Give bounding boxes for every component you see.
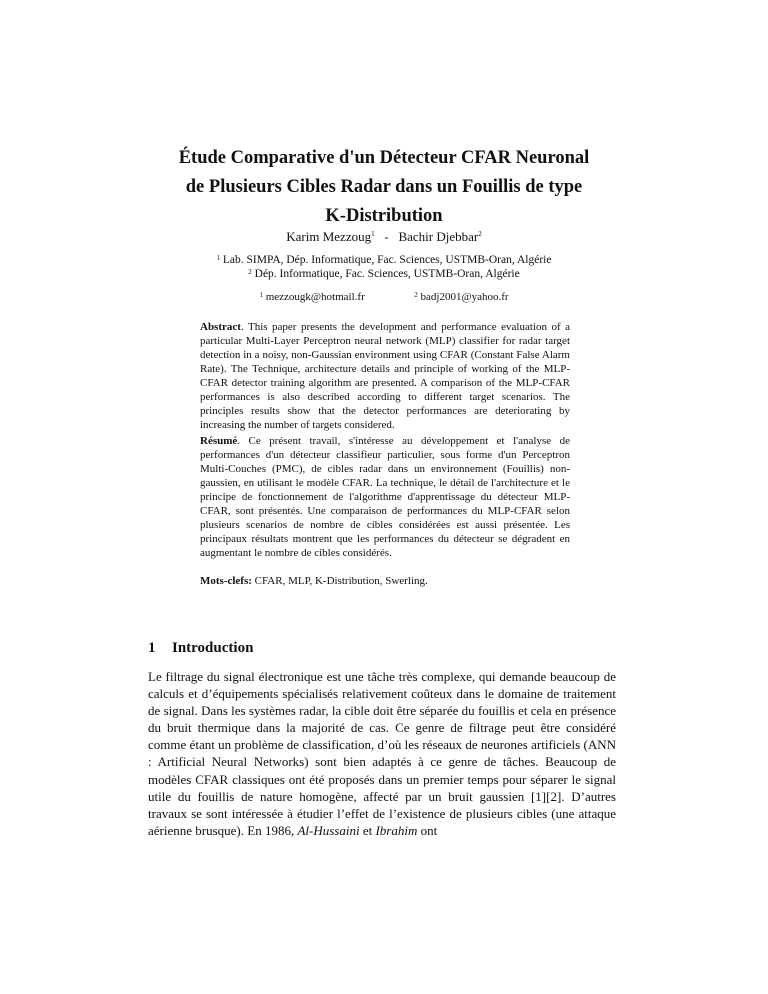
affiliation-1-mark: 1 [216, 254, 221, 262]
section-number: 1 [148, 640, 156, 656]
intro-conjunction: et [359, 822, 376, 838]
intro-text-before: Le filtrage du signal électronique est une tâche très complexe, qui demande beaucoup de calculs et d’équipements spécialisés relativement coûteux dans le domaine de traitement de signal. Dans les systèmes radar, la cible doit être séparée du fouillis et cela en présence du bruit thermique dans la majorité de cas. Ce genre de filtrage peut être considéré comme étant un problème de classification, d’où les réseaux de neurones artificiels (ANN : Artificial Neural Networks) sont bien adaptés à ce genre de tâches. Beaucoup de modèles CFAR classiques ont été proposés dans un premier temps pour séparer le signal utile du fouillis de nature homogène, affecté par un bruit gaussien [1][2]. D’autres travaux se sont intéressée à étudier l’effet de l’existence de plusieurs cibles (une attaque aérienne brusque). En 1986, [148, 669, 616, 838]
author-1-mark: 1 [371, 230, 375, 238]
author-2-name: Bachir Djebbar [398, 229, 479, 244]
emails [0, 290, 768, 304]
section-heading [148, 640, 253, 657]
title-line-2: de Plusieurs Cibles Radar dans un Fouillis de type [185, 177, 583, 197]
title-line-3: K-Distribution [325, 206, 443, 226]
author-separator: - [384, 229, 389, 244]
abstract-label: Abstract [200, 321, 241, 333]
resume-label: Résumé [200, 435, 238, 447]
keywords-label: Mots-clefs: [200, 575, 252, 587]
author-2-mark: 2 [478, 230, 482, 238]
author-1-name: Karim Mezzoug [286, 229, 372, 244]
affiliation-2-text: Dép. Informatique, Fac. Sciences, USTMB-Oran, Algérie [254, 268, 520, 280]
resume-text: . Ce présent travail, s'intéresse au développement et l'analyse de performances d'un détecteur classifieur particulier, sous forme d'un Perceptron Multi-Couches (PMC), de cibles radar dans un environnement (Fouillis) non-gaussien, en utilisant le modèle CFAR. La technique, le détail de l'architecture et le principe de fonctionnement de l'algorithme d'apprentissage du détecteur MLP-CFAR, sont présentés. Une comparaison de performances du MLP-CFAR selon plusieurs scenarios de nombre de cibles considérées est aussi présentée. Les principaux résultats montrent que les performances du détecteur se dégradent en augmentant le nombre de cibles considérés. [200, 435, 570, 559]
email-2: badj2001@yahoo.fr [420, 291, 509, 303]
email-1: mezzougk@hotmail.fr [265, 291, 365, 303]
title-line-1: Étude Comparative d'un Détecteur CFAR Neuronal [178, 148, 590, 168]
affiliation-1-text: Lab. SIMPA, Dép. Informatique, Fac. Sciences, USTMB-Oran, Algérie [222, 254, 552, 266]
intro-author-name-2: Ibrahim [375, 822, 418, 838]
affiliations [0, 253, 768, 281]
introduction-paragraph [148, 668, 616, 839]
abstract-text: . This paper presents the development and performance evaluation of a particular Multi-Layer Perceptron neural network (MLP) classifier for radar target detection in a noisy, non-Gaussian environment using CFAR (Constant False Alarm Rate). The Technique, architecture details and principle of working of the MLP-CFAR detector training algorithm are presented. A comparison of the MLP-CFAR performances is also described according to different target scenarios. The principles results show that the detector performances are deteriorating by increasing the number of targets considered. [200, 321, 570, 431]
email-1-mark: 1 [259, 291, 263, 299]
keywords [200, 574, 570, 588]
intro-author-name-1: Al-Hussaini [297, 822, 360, 838]
affiliation-2-mark: 2 [248, 268, 252, 276]
affiliation-2 [0, 267, 768, 281]
keywords-text: CFAR, MLP, K-Distribution, Swerling. [251, 575, 428, 587]
abstract [200, 320, 570, 432]
email-2-mark: 2 [414, 291, 418, 299]
authors-line [0, 229, 768, 245]
paper-title [140, 144, 628, 231]
affiliation-1 [0, 253, 768, 267]
section-title: Introduction [172, 640, 254, 656]
resume [200, 434, 570, 560]
intro-text-after: ont [417, 822, 438, 838]
